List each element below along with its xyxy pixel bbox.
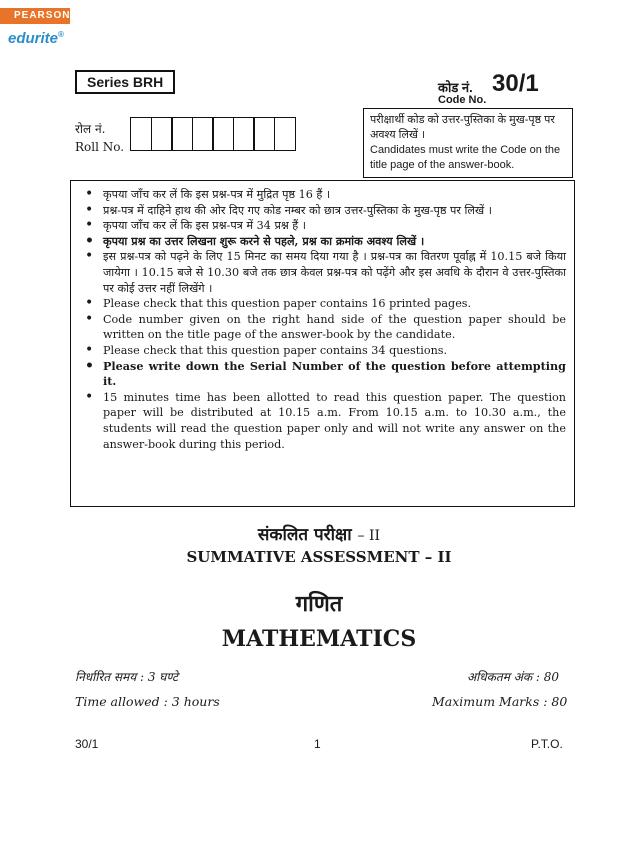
edurite-wordmark: edurite xyxy=(8,30,59,47)
instructions-box xyxy=(70,180,575,507)
series-box: Series BRH xyxy=(75,70,175,94)
instruction-item: • इस प्रश्न-पत्र को पढ़ने के लिए 15 मिनट का समय दिया गया है । प्रश्न-पत्र का वितरण पूर्वाह्न में 10.15 बजे किया जायेगा । 10.15 बजे से 10.30 बजे तक छात्र केवल प्रश्न-पत्र को पढ़ेंगे और इस अवधि के दौरान वे उत्तर-पुस्तिका पर कोई उत्तर नहीं लिखेंगे । xyxy=(79,249,566,296)
subject-hindi: गणित xyxy=(295,591,343,617)
roll-number-box xyxy=(130,117,152,151)
footer-page-number: 1 xyxy=(314,737,321,751)
max-marks-hindi: अधिकतम अंक : 80 xyxy=(467,670,560,684)
footer-pto: P.T.O. xyxy=(531,737,563,751)
code-instruction-note xyxy=(363,108,573,178)
instructions-list xyxy=(79,187,566,452)
roll-number-box xyxy=(233,117,255,151)
roll-number-box xyxy=(212,117,234,151)
exam-title-hindi-suffix: – II xyxy=(357,528,381,544)
roll-number-box xyxy=(171,117,193,151)
instruction-item: • 15 minutes time has been allotted to read this question paper. The question paper will be distributed at 10.15 a.m. From 10.15 a.m. to 10.30 a.m., the students will read the question paper only and will not write any answer on the answer-book during this period. xyxy=(79,390,566,452)
instruction-item: • कृपया जाँच कर लें कि इस प्रश्न-पत्र में 34 प्रश्न हैं । xyxy=(79,218,566,234)
roll-number-box xyxy=(192,117,214,151)
instruction-item: • Please write down the Serial Number of the question before attempting it. xyxy=(79,359,566,390)
edurite-logo xyxy=(8,30,64,47)
roll-number-box xyxy=(151,117,173,151)
time-allowed-hindi: निर्धारित समय : 3 घण्टे xyxy=(75,670,179,684)
instruction-item: • प्रश्न-पत्र में दाहिने हाथ की ओर दिए गए कोड नम्बर को छात्र उत्तर-पुस्तिका के मुख-पृष्ठ पर लिखें । xyxy=(79,203,566,219)
exam-title-hindi xyxy=(0,522,638,545)
pearson-logo: PEARSON xyxy=(0,8,70,24)
instruction-item: • Please check that this question paper contains 16 printed pages. xyxy=(79,296,566,312)
code-label-english: Code No. xyxy=(438,94,487,106)
roll-label-hindi: रोल नं. xyxy=(75,122,106,136)
instruction-item: • Please check that this question paper contains 34 questions. xyxy=(79,343,566,359)
code-note-hindi: परीक्षार्थी कोड को उत्तर-पुस्तिका के मुख-पृष्ठ पर अवश्य लिखें । xyxy=(370,114,555,141)
instruction-item: • कृपया जाँच कर लें कि इस प्रश्न-पत्र में मुद्रित पृष्ठ 16 हैं । xyxy=(79,187,566,203)
code-label-hindi: कोड नं. xyxy=(438,80,473,95)
code-number: 30/1 xyxy=(492,70,539,97)
max-marks-english: Maximum Marks : 80 xyxy=(432,694,568,709)
exam-title-hindi-text: संकलित परीक्षा xyxy=(257,525,352,545)
roll-label-english: Roll No. xyxy=(75,140,125,154)
subject-english: MATHEMATICS xyxy=(221,626,417,652)
footer-code: 30/1 xyxy=(75,737,99,751)
instruction-item: • Code number given on the right hand side of the question paper should be written on the title page of the answer-book by the candidate. xyxy=(79,312,566,343)
roll-number-box xyxy=(253,117,275,151)
code-note-english: Candidates must write the Code on the title page of the answer-book. xyxy=(370,144,561,171)
instruction-item: • कृपया प्रश्न का उत्तर लिखना शुरू करने से पहले, प्रश्न का क्रमांक अवश्य लिखें । xyxy=(79,234,566,250)
roll-number-boxes xyxy=(130,117,294,151)
registered-mark: ® xyxy=(58,30,64,39)
time-allowed-english: Time allowed : 3 hours xyxy=(75,694,220,709)
roll-number-box xyxy=(274,117,296,151)
exam-title-english: SUMMATIVE ASSESSMENT – II xyxy=(186,548,452,566)
